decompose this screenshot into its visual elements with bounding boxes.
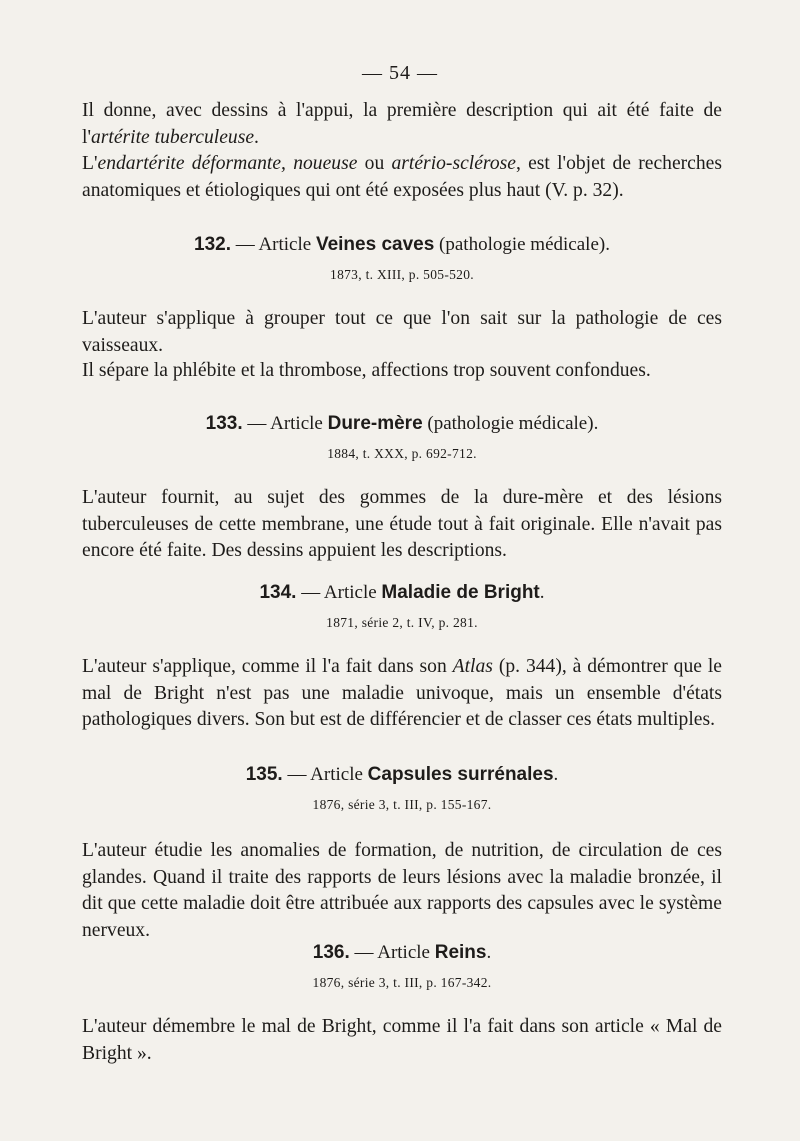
intro2-text-a: L' xyxy=(82,153,98,174)
article-title: Capsules surrénales xyxy=(367,764,554,785)
article-reference-134: 1871, série 2, t. IV, p. 281. xyxy=(326,615,478,630)
intro-text-b: . xyxy=(254,126,259,148)
intro2-text-c: , est l'objet de recherches anatomiques et étiologiques qui ont été exposées plus haut (V. p. 32). xyxy=(82,153,722,201)
article-heading-135 xyxy=(82,764,722,786)
intro-emphasis: artérite tuberculeuse xyxy=(90,126,255,148)
article-133-paragraph-1: L'auteur fournit, au sujet des gommes de la dure-mère et des lésions tuberculeuses de cette membrane, une étude tout à fait originale. Elle n'avait pas encore été faite. Des dessins appuient les descriptions. xyxy=(82,487,722,561)
article-number: 134. xyxy=(259,582,297,603)
article-135-paragraph-1: L'auteur étudie les anomalies de formation, de nutrition, de circulation de ces glandes. Quand il traite des rapports de leurs lésions avec la maladie bronzée, il dit que cette maladie doit être attribuée aux rapports des capsules avec le système nerveux. xyxy=(82,840,722,941)
article-number: 132. xyxy=(194,234,231,255)
intro-paragraph-2 xyxy=(82,151,722,204)
article-qualifier: . xyxy=(553,764,559,785)
article-qualifier: . xyxy=(486,942,492,963)
article-prefix: — Article xyxy=(231,234,316,255)
article-heading-134 xyxy=(82,582,722,604)
article-title: Dure-mère xyxy=(327,413,423,434)
article-prefix: — Article xyxy=(349,942,435,963)
intro-paragraph-1 xyxy=(82,98,722,151)
article-number: 133. xyxy=(205,413,243,434)
article-prefix: — Article xyxy=(296,582,382,603)
article-title: Reins xyxy=(434,942,487,963)
article-reference-136: 1876, série 3, t. III, p. 167-342. xyxy=(312,975,492,990)
article-title: Veines caves xyxy=(315,234,435,255)
article-number: 135. xyxy=(245,764,283,785)
article-number: 136. xyxy=(312,942,350,963)
intro2-emphasis-1: endartérite déformante, noueuse xyxy=(97,153,358,174)
article-reference-133: 1884, t. XXX, p. 692-712. xyxy=(327,446,477,461)
article-reference-135: 1876, série 3, t. III, p. 155-167. xyxy=(312,797,492,812)
article-heading-132 xyxy=(82,234,722,256)
page-number: — 54 — xyxy=(362,62,438,84)
atlas-emphasis: Atlas xyxy=(452,656,493,677)
article-134-paragraph-1 xyxy=(82,654,722,734)
article-prefix: — Article xyxy=(282,764,368,785)
article-heading-133 xyxy=(82,413,722,435)
intro2-text-b: ou xyxy=(357,153,392,174)
article-qualifier: . xyxy=(539,582,545,603)
intro-text-a: Il donne, avec dessins à l'appui, la première description qui ait été faite de l' xyxy=(82,100,722,148)
article-134-text: L'auteur s'applique, comme il l'a fait dans son Atlas (p. 344), à démontrer que le mal de Bright n'est pas une maladie univoque, mais un ensemble d'états pathologiques divers. Son but est de différencier et de classer ces états multiples. xyxy=(82,656,722,730)
article-qualifier: (pathologie médicale). xyxy=(422,413,599,434)
article-qualifier: (pathologie médicale). xyxy=(434,234,610,255)
article-title: Maladie de Bright xyxy=(381,582,540,603)
article-132-paragraph-2: Il sépare la phlébite et la thrombose, affections trop souvent confondues. xyxy=(82,360,651,381)
article-136-paragraph-1: L'auteur démembre le mal de Bright, comme il l'a fait dans son article « Mal de Bright ». xyxy=(82,1016,722,1064)
article-prefix: — Article xyxy=(242,413,328,434)
article-132-paragraph-1: L'auteur s'applique à grouper tout ce que l'on sait sur la pathologie de ces vaisseaux. xyxy=(82,308,722,356)
article-heading-136 xyxy=(82,942,722,964)
article-reference-132: 1873, t. XIII, p. 505-520. xyxy=(330,267,474,282)
intro2-emphasis-2: artério-sclérose xyxy=(391,153,516,174)
